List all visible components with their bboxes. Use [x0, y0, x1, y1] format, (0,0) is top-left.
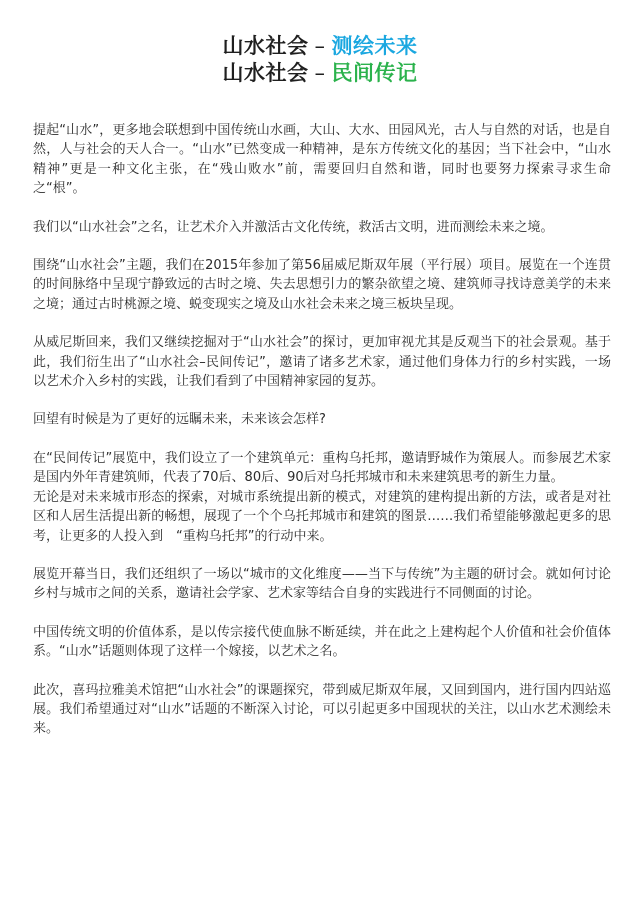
title-block	[0, 33, 640, 87]
paragraph-utopia: 无论是对未来城市形态的探索，对城市系统提出新的模式，对建筑的建构提出新的方法，或者是对社区和人居生活提出新的畅想，展现了一个个乌托邦城市和建筑的图景……我们希望能够激起更多的思考，让更多的人投入到 “重构乌托邦”的行动中来。	[33, 489, 611, 544]
paragraph-values: 中国传统文明的价值体系，是以传宗接代使血脉不断延续，并在此之上建构起个人价值和社会价值体系。“山水”话题则体现了这样一个嫁接，以艺术之名。	[33, 624, 611, 660]
paragraph-touring: 此次，喜玛拉雅美术馆把“山水社会”的课题探究，带到威尼斯双年展，又回到国内，进行国内四站巡展。我们希望通过对“山水”话题的不断深入讨论，可以引起更多中国现状的关注，以山水艺术测绘未来。	[33, 682, 611, 737]
paragraph-intro: 提起“山水”，更多地会联想到中国传统山水画，大山、大水、田园风光，古人与自然的对话，也是自然，人与社会的天人合一。“山水”已然变成一种精神，是东方传统文化的基因；当下社会中，“山水精神”更是一种文化主张，在“残山败水”前，需要回归自然和谐，同时也要努力探索寻求生命之“根”。	[33, 123, 611, 197]
paragraph-venice: 围绕“山水社会”主题，我们在2015年参加了第56届威尼斯双年展（平行展）项目。展览在一个连贯的时间脉络中呈现宁静致远的古时之境、失去思想引力的繁杂欲望之境、建筑师寻找诗意美学的未来之境；通过古时桃源之境、蜕变现实之境及山水社会未来之境三板块呈现。	[33, 258, 611, 312]
paragraph-folk-biography: 从威尼斯回来，我们又继续挖掘对于“山水社会”的探讨，更加审视尤其是反观当下的社会景观。基于此，我们衍生出了“山水社会–民间传记”，邀请了诸多艺术家，通过他们身体力行的乡村实践，一场以艺术介入乡村的实践，让我们看到了中国精神家园的复苏。	[33, 335, 611, 390]
title-line-1-accent: 测绘未来	[331, 34, 418, 58]
title-line-2-separator: –	[314, 61, 326, 85]
title-line-2-prefix: 山水社会	[222, 61, 309, 85]
title-line-1-separator: –	[314, 34, 326, 58]
paragraph-architecture-unit: 在“民间传记”展览中，我们设立了一个建筑单元：重构乌托邦，邀请野城作为策展人。而参展艺术家是国内外年青建筑师，代表了70后、80后、90后对乌托邦城市和未来建筑思考的新生力量。	[33, 450, 611, 486]
title-line-2	[0, 60, 640, 87]
title-line-1	[0, 33, 640, 60]
paragraph-future-question: 回望有时候是为了更好的远瞩未来，未来该会怎样?	[33, 412, 326, 428]
title-line-2-accent: 民间传记	[331, 61, 418, 85]
title-line-1-prefix: 山水社会	[222, 34, 309, 58]
paragraph-mission: 我们以“山水社会”之名，让艺术介入并激活古文化传统，救活古文明，进而测绘未来之境。	[33, 219, 554, 235]
paragraph-symposium: 展览开幕当日，我们还组织了一场以“城市的文化维度——当下与传统”为主题的研讨会。就如何讨论乡村与城市之间的关系，邀请社会学家、艺术家等结合自身的实践进行不同侧面的讨论。	[33, 566, 611, 602]
body-text	[33, 121, 611, 739]
